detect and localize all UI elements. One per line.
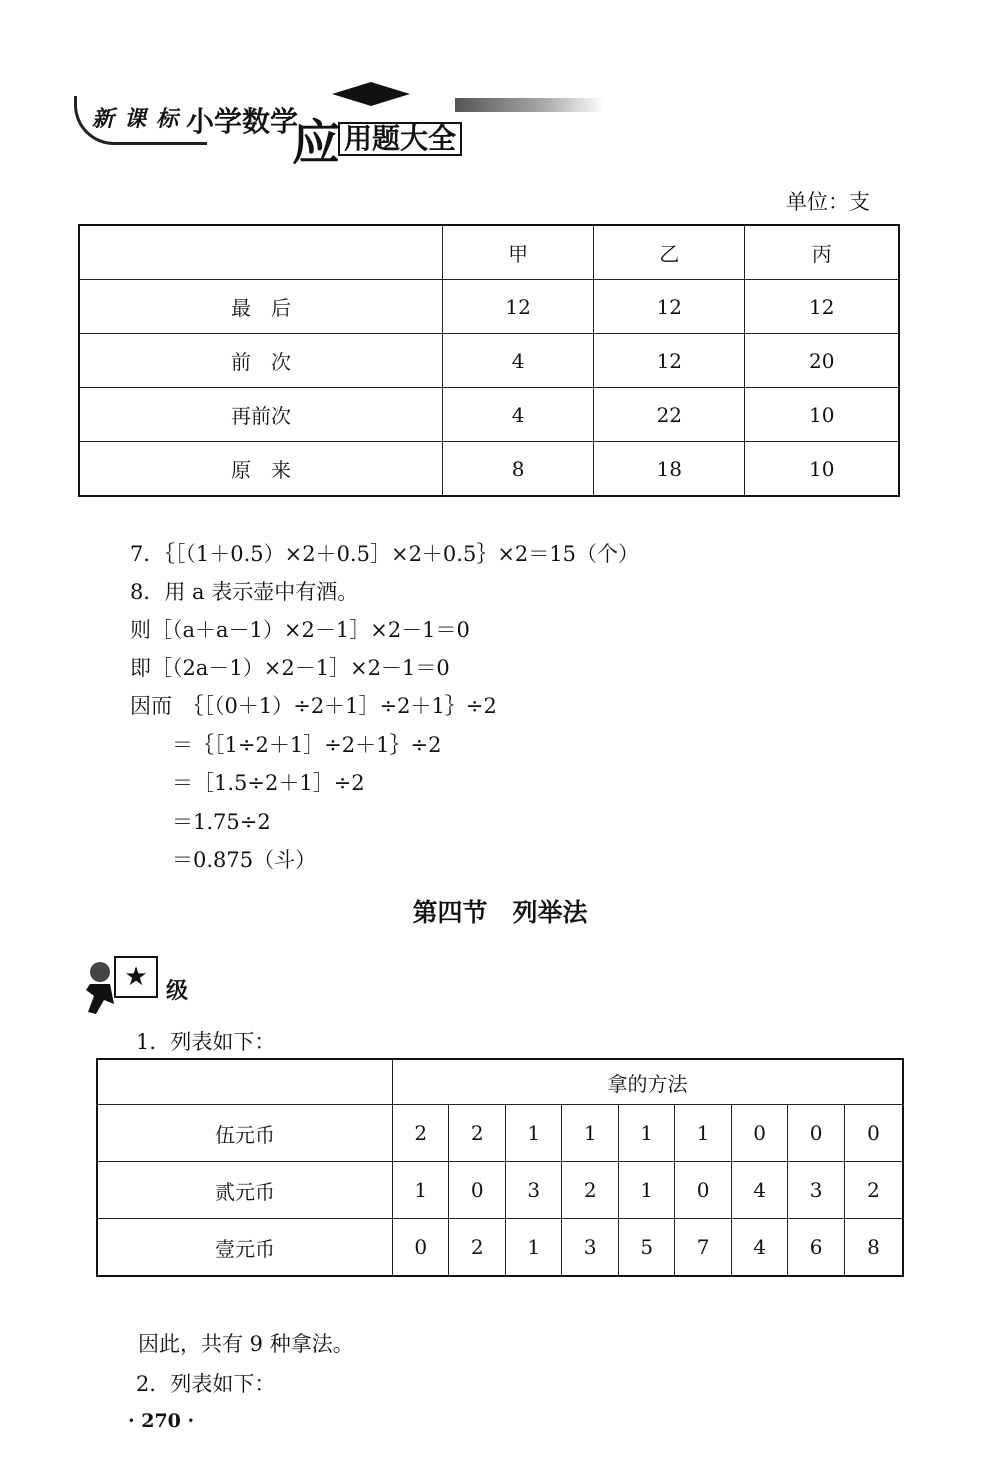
table-row bbox=[79, 280, 899, 334]
header-book-title: 用题大全 bbox=[338, 122, 462, 156]
row-label: 原 来 bbox=[79, 442, 443, 497]
equation-line: 因而 ｛［（0＋1）÷2＋1］÷2＋1｝÷2 bbox=[130, 694, 497, 718]
header-big-char: 应 bbox=[292, 115, 341, 171]
table-header-cell: 丙 bbox=[745, 225, 899, 280]
section-title: 第四节 列举法 bbox=[412, 898, 588, 927]
table-cell: 10 bbox=[745, 388, 899, 442]
row-label: 前 次 bbox=[79, 334, 443, 388]
table-header-row bbox=[97, 1059, 903, 1105]
table-header-cell: 乙 bbox=[594, 225, 745, 280]
header-gradient-bar bbox=[455, 98, 605, 112]
table-cell: 3 bbox=[505, 1162, 561, 1219]
level-label: 级 bbox=[166, 979, 189, 1004]
table-cell: 0 bbox=[731, 1105, 787, 1162]
pencil-distribution-table bbox=[78, 224, 900, 497]
table-row bbox=[79, 388, 899, 442]
graduation-cap-icon bbox=[330, 80, 412, 110]
table-cell: 2 bbox=[449, 1219, 505, 1277]
equation-line: ＝0.875（斗） bbox=[130, 848, 317, 872]
table-row bbox=[97, 1162, 903, 1219]
table-cell: 12 bbox=[594, 334, 745, 388]
table-cell: 1 bbox=[675, 1105, 731, 1162]
table-cell: 1 bbox=[505, 1105, 561, 1162]
question-1-intro: 1．列表如下： bbox=[136, 1030, 276, 1054]
table-header-cell bbox=[79, 225, 443, 280]
table-cell: 1 bbox=[618, 1162, 674, 1219]
table-cell: 22 bbox=[594, 388, 745, 442]
header-series-label: 新课标 bbox=[92, 107, 189, 132]
question-2-intro: 2．列表如下： bbox=[136, 1372, 276, 1396]
row-label: 伍元币 bbox=[97, 1105, 393, 1162]
table-cell: 8 bbox=[443, 442, 594, 497]
table-cell: 1 bbox=[562, 1105, 618, 1162]
table-cell: 6 bbox=[788, 1219, 844, 1277]
table-cell: 2 bbox=[844, 1162, 903, 1219]
table-cell: 2 bbox=[393, 1105, 449, 1162]
table-cell: 12 bbox=[745, 280, 899, 334]
equation-line: ＝［1.5÷2＋1］÷2 bbox=[130, 771, 365, 795]
equation-line: 则［（a＋a－1）×2－1］×2－1＝0 bbox=[130, 618, 470, 642]
table-header-row bbox=[79, 225, 899, 280]
table-cell: 2 bbox=[449, 1105, 505, 1162]
table-cell: 1 bbox=[393, 1162, 449, 1219]
table-row bbox=[79, 442, 899, 497]
table-header-cell: 甲 bbox=[443, 225, 594, 280]
row-label: 壹元币 bbox=[97, 1219, 393, 1277]
row-label: 贰元币 bbox=[97, 1162, 393, 1219]
table-cell: 8 bbox=[844, 1219, 903, 1277]
table-cell: 0 bbox=[844, 1105, 903, 1162]
table-cell: 5 bbox=[618, 1219, 674, 1277]
table-header-cell bbox=[97, 1059, 393, 1105]
table-cell: 4 bbox=[731, 1219, 787, 1277]
conclusion-text: 因此，共有 9 种拿法。 bbox=[138, 1332, 354, 1356]
table-cell: 0 bbox=[788, 1105, 844, 1162]
table-cell: 2 bbox=[562, 1162, 618, 1219]
answer-7: 7．｛［（1＋0.5）×2＋0.5］×2＋0.5｝×2＝15（个） bbox=[130, 542, 640, 566]
unit-label: 单位：支 bbox=[786, 190, 870, 214]
equation-line: ＝｛［1÷2＋1］÷2＋1｝÷2 bbox=[130, 733, 442, 757]
table-cell: 7 bbox=[675, 1219, 731, 1277]
table-cell: 0 bbox=[393, 1219, 449, 1277]
table-cell: 4 bbox=[731, 1162, 787, 1219]
table-cell: 4 bbox=[443, 334, 594, 388]
table-cell: 0 bbox=[675, 1162, 731, 1219]
table-cell: 10 bbox=[745, 442, 899, 497]
page-number: · 270 · bbox=[128, 1410, 195, 1432]
table-cell: 18 bbox=[594, 442, 745, 497]
row-label: 再前次 bbox=[79, 388, 443, 442]
table-cell: 12 bbox=[443, 280, 594, 334]
row-label: 最 后 bbox=[79, 280, 443, 334]
table-cell: 20 bbox=[745, 334, 899, 388]
equation-line: ＝1.75÷2 bbox=[130, 810, 271, 834]
table-cell: 1 bbox=[505, 1219, 561, 1277]
table-row bbox=[97, 1219, 903, 1277]
table-cell: 12 bbox=[594, 280, 745, 334]
level-star-box: ★ bbox=[114, 956, 158, 998]
header-subject: 小学数学 bbox=[186, 105, 299, 138]
table-row bbox=[79, 334, 899, 388]
table-row bbox=[97, 1105, 903, 1162]
table-cell: 4 bbox=[443, 388, 594, 442]
table-cell: 3 bbox=[562, 1219, 618, 1277]
answer-8-intro: 8．用 a 表示壶中有酒。 bbox=[130, 580, 359, 604]
table-cell: 0 bbox=[449, 1162, 505, 1219]
coin-combination-table bbox=[96, 1058, 904, 1277]
table-cell: 3 bbox=[788, 1162, 844, 1219]
equation-line: 即［（2a－1）×2－1］×2－1＝0 bbox=[130, 656, 450, 680]
table-cell: 1 bbox=[618, 1105, 674, 1162]
table-header-cell: 拿的方法 bbox=[393, 1059, 904, 1105]
